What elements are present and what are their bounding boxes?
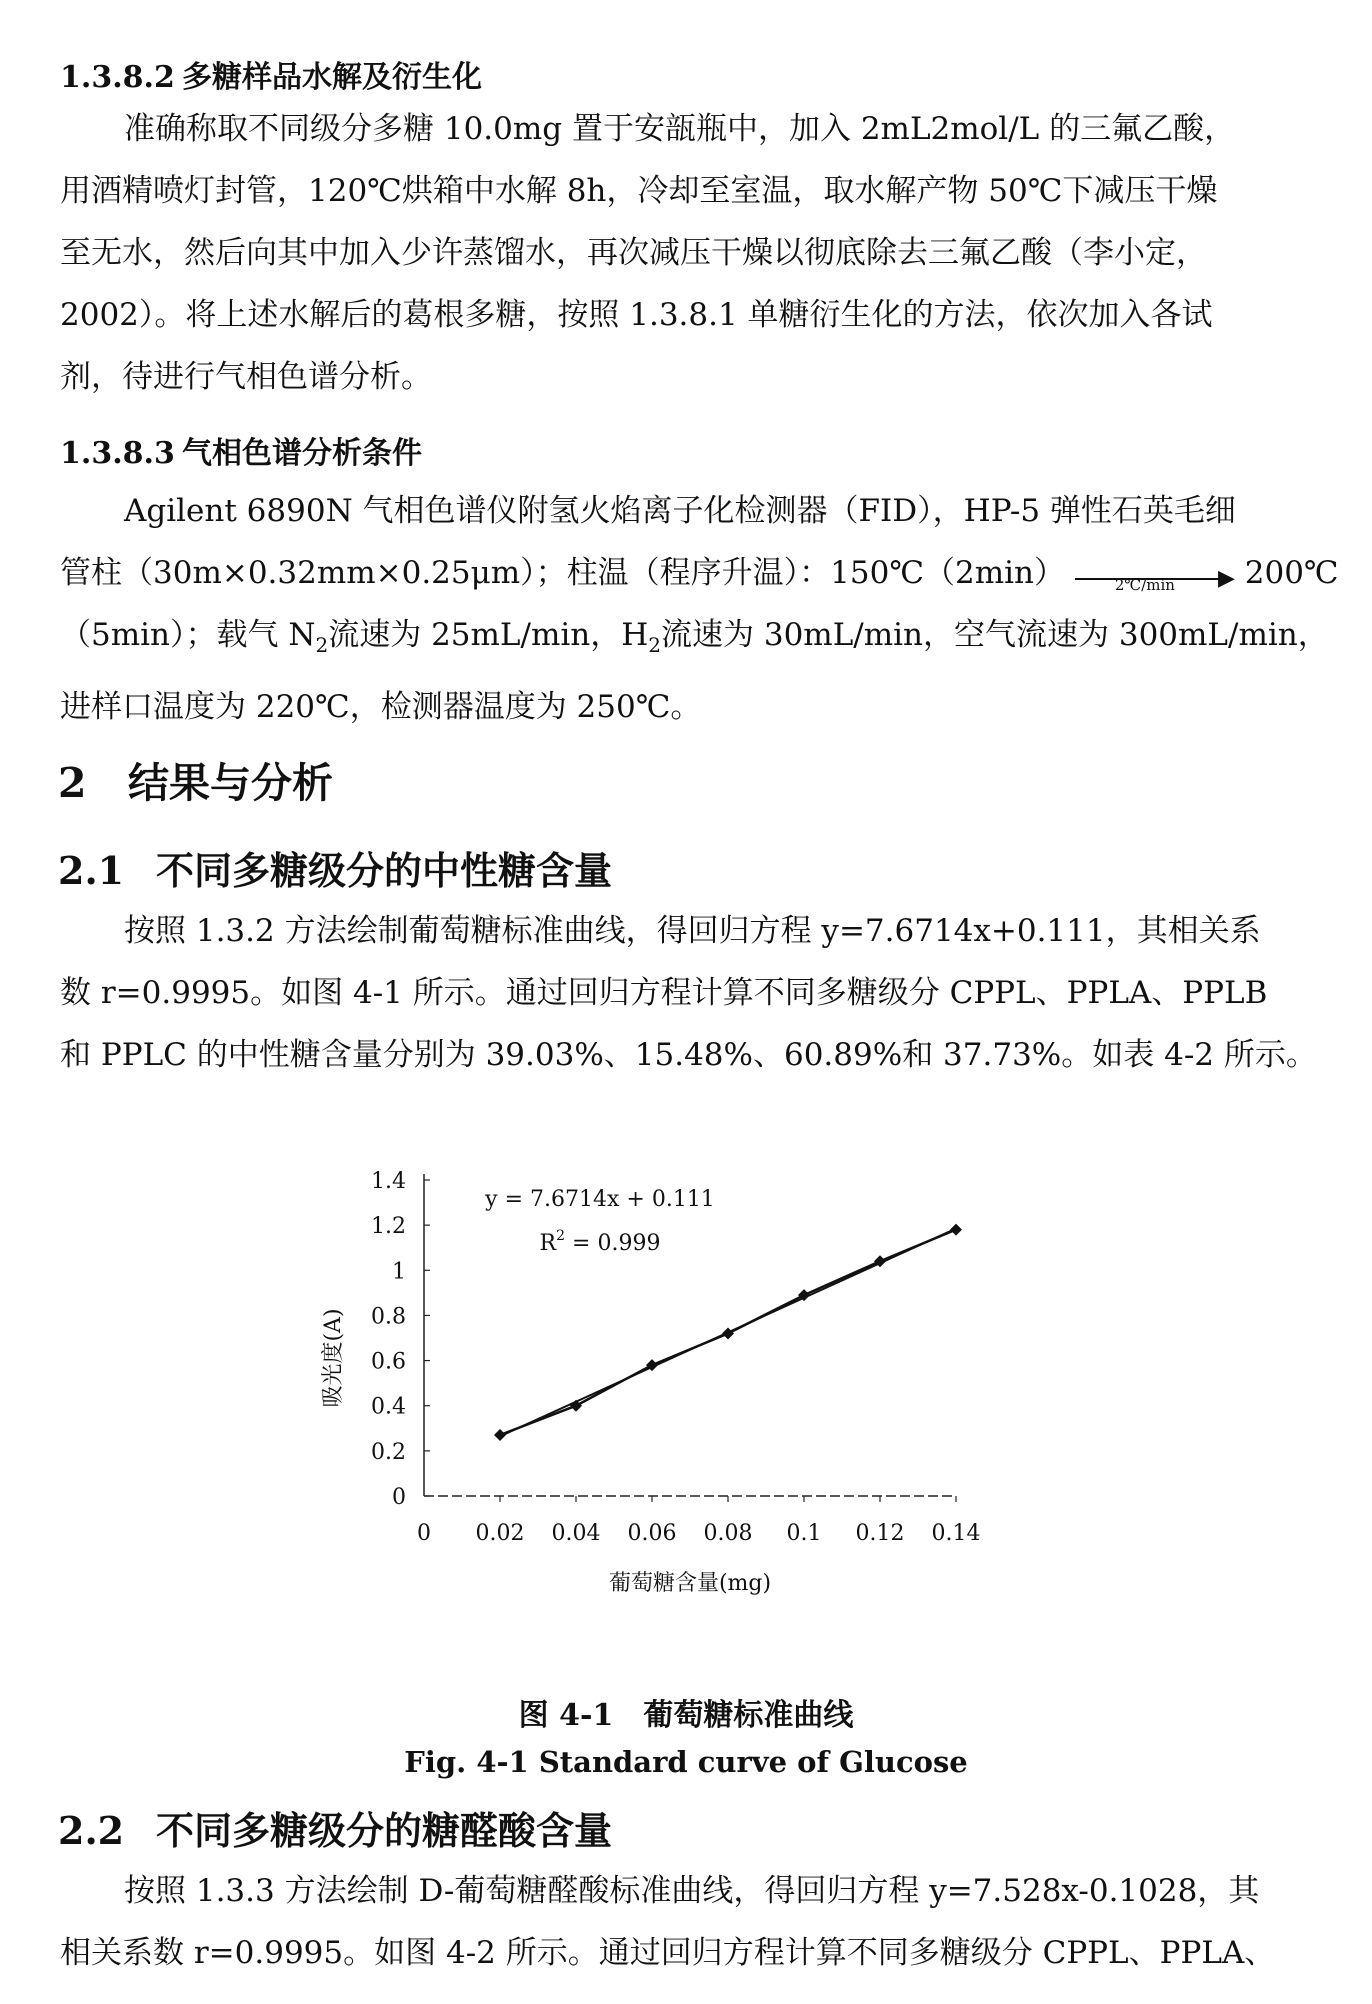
subscript: 2 [648,633,661,658]
text-segment: 流速为 25mL/min，H [328,617,649,653]
text-line: 按照 1.3.2 方法绘制葡萄糖标准曲线，得回归方程 y=7.6714x+0.111，其相关系 [124,913,1261,949]
section-title: 不同多糖级分的中性糖含量 [156,848,613,893]
x-axis-label: 葡萄糖含量(mg) [608,1571,772,1596]
text-line: 剂，待进行气相色谱分析。 [60,359,432,395]
section-number: 2.2 [58,1808,125,1853]
paragraph-neutral-sugar [60,900,1317,1086]
section-title: 气相色谱分析条件 [182,436,422,471]
glucose-standard-curve-chart [300,1150,1020,1610]
section-heading-1-3-8-2 [60,52,482,96]
equation-label: y = 7.6714x + 0.111 [485,1187,715,1212]
y-tick-label: 0.8 [371,1304,406,1330]
subscript: 2 [315,633,329,658]
x-tick-label: 0 [417,1521,431,1546]
text-line: 2002）。将上述水解后的葛根多糖，按照 1.3.8.1 单糖衍生化的方法，依次加入各试 [60,297,1213,333]
y-tick-label: 1.2 [371,1214,406,1240]
data-point [570,1400,582,1412]
ramp-rate-label: 2℃/min [1114,575,1175,594]
data-point [722,1327,734,1339]
y-tick-label: 0.2 [371,1439,406,1465]
x-tick-label: 0.08 [703,1521,753,1546]
text-segment: 管柱（30m×0.32mm×0.25μm）；柱温（程序升温）：150℃（2min） [60,555,1066,591]
figure-caption-zh: 图 4-1 葡萄糖标准曲线 [518,1698,854,1733]
text-line: 相关系数 r=0.9995。如图 4-2 所示。通过回归方程计算不同多糖级分 CPPL、PPLA、 [60,1935,1276,1971]
section-title: 多糖样品水解及衍生化 [182,60,482,95]
section-heading-1-3-8-3 [60,428,422,472]
x-tick-label: 0.04 [551,1521,601,1546]
text-segment: 200℃ [1244,555,1339,591]
text-line: 按照 1.3.3 方法绘制 D-葡萄糖醛酸标准曲线，得回归方程 y=7.528x-0.1028，其 [124,1873,1260,1909]
section-title: 结果与分析 [128,759,333,807]
x-tick-label: 0.12 [855,1521,905,1546]
text-segment: 流速为 30mL/min，空气流速为 300mL/min， [661,617,1329,653]
y-tick-label: 0 [392,1485,406,1510]
chapter-heading-2 [58,750,333,809]
text-line: 用酒精喷灯封管，120℃烘箱中水解 8h，冷却至室温，取水解产物 50℃下减压干燥 [60,173,1218,209]
data-point [494,1429,506,1441]
figure-caption-en: Fig. 4-1 Standard curve of Glucose [404,1745,968,1779]
r-squared-label: $R^2 = 0.999$ [539,1228,661,1256]
section-number: 1.3.8.2 [60,60,175,95]
section-title: 不同多糖级分的糖醛酸含量 [156,1808,613,1853]
text-segment: （5min）；载气 N [60,617,316,653]
text-line: 和 PPLC 的中性糖含量分别为 39.03%、15.48%、60.89%和 37.73%。如表 4-2 所示。 [60,1037,1317,1073]
paragraph-hydrolysis [60,98,1270,408]
y-tick-label: 1.4 [371,1169,406,1194]
text-line: 进样口温度为 220℃，检测器温度为 250℃。 [60,689,702,726]
text-line: Agilent 6890N 气相色谱仪附氢火焰离子化检测器（FID），HP-5 弹性石英毛细 [124,493,1236,529]
x-tick-label: 0.02 [475,1521,525,1546]
section-number: 2 [58,759,87,807]
paragraph-uronic-acid [60,1860,1276,1984]
text-line: 准确称取不同级分多糖 10.0mg 置于安瓿瓶中，加入 2mL2mol/L 的三氟乙酸， [124,111,1236,147]
temperature-ramp-arrow: 2℃/min ▶ [1075,560,1235,590]
section-number: 1.3.8.3 [60,436,175,471]
y-tick-label: 0.6 [371,1349,406,1375]
y-axis-label: 吸光度(A) [321,1308,346,1408]
x-tick-label: 0.1 [786,1521,822,1546]
text-line [60,604,1329,676]
paragraph-gc-conditions [60,480,1339,738]
data-point [950,1224,962,1236]
x-tick-label: 0.14 [931,1521,981,1546]
y-tick-label: 1 [392,1259,406,1285]
text-line: 至无水，然后向其中加入少许蒸馏水，再次减压干燥以彻底除去三氟乙酸（李小定， [60,235,1207,271]
text-line: 数 r=0.9995。如图 4-1 所示。通过回归方程计算不同多糖级分 CPPL、PPLA、PPLB [60,975,1268,1011]
y-tick-label: 0.4 [371,1394,406,1420]
x-tick-label: 0.06 [627,1521,677,1546]
section-number: 2.1 [58,848,125,893]
section-heading-2-2 [58,1800,612,1855]
text-line [60,542,1339,604]
section-heading-2-1 [58,840,612,895]
